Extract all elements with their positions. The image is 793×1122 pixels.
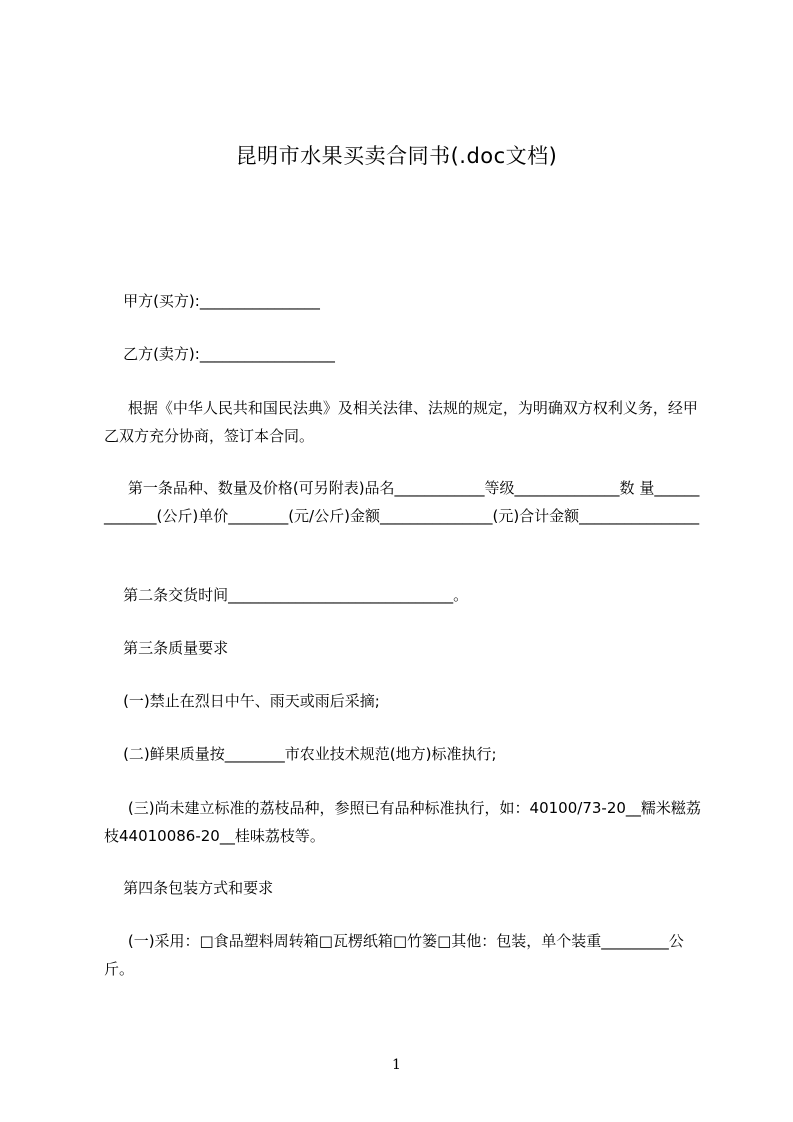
party-a-line: 甲方(买方):________________	[104, 292, 320, 310]
article-3-item-3: (三)尚未建立标准的荔枝品种，参照已有品种标准执行，如：40100/73-20__糯米糍荔枝44010086-20__桂味荔枝等。	[104, 799, 701, 845]
party-b-line: 乙方(卖方):__________________	[104, 345, 335, 363]
article-3-item-1: (一)禁止在烈日中午、雨天或雨后采摘;	[104, 692, 380, 710]
article-4-heading: 第四条包装方式和要求	[104, 879, 274, 897]
article-3-item-2: (二)鲜果质量按________市农业技术规范(地方)标准执行;	[104, 745, 497, 763]
article-3-heading: 第三条质量要求	[104, 639, 229, 657]
article-4-item-1: (一)采用：□食品塑料周转箱□瓦楞纸箱□竹篓□其他：包装，单个装重_________公斤。	[104, 932, 684, 978]
article-2-paragraph: 第二条交货时间______________________________。	[104, 586, 469, 604]
document-title: 昆明市水果买卖合同书(.doc文档)	[235, 144, 558, 168]
page-number: 1	[392, 1057, 401, 1073]
intro-paragraph: 根据《中华人民共和国民法典》及相关法律、法规的规定，为明确双方权利义务，经甲乙双方充分协商，签订本合同。	[104, 399, 698, 445]
article-1-paragraph: 第一条品种、数量及价格(可另附表)品名____________等级______________数 量_____________(公斤)单价________(元/公斤)金额_______________(元)合计金额________________	[104, 479, 700, 525]
